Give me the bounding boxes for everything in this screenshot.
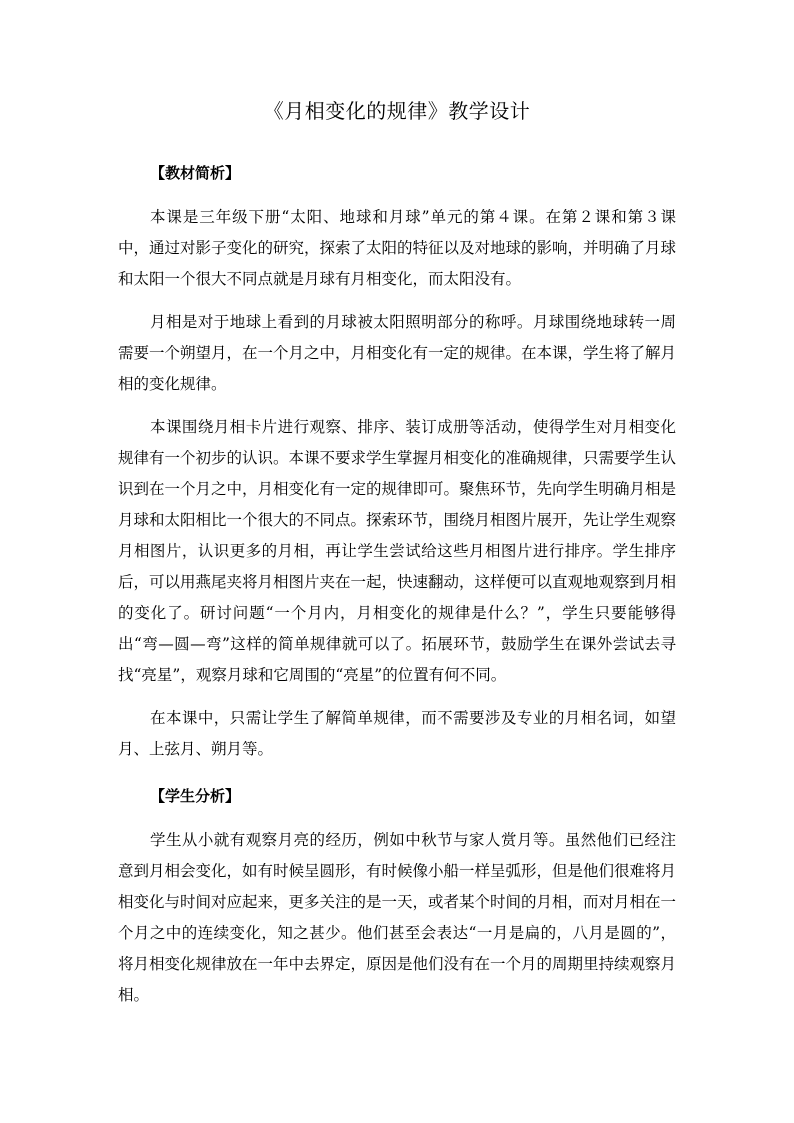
paragraph: 学生从小就有观察月亮的经历，例如中秋节与家人赏月等。虽然他们已经注意到月相会变化，如有时候呈圆形，有时候像小船一样呈弧形，但是他们很难将月相变化与时间对应起来，更多关注的是一天，或者某个时间的月相，而对月相在一个月之中的连续变化，知之甚少。他们甚至会表达“一月是扁的，八月是圆的”，将月相变化规律放在一年中去界定，原因是他们没有在一个月的周期里持续观察月相。: [118, 831, 677, 1004]
section-student-analysis: [118, 783, 676, 1011]
section-textbook-analysis: [118, 160, 676, 765]
paragraph: 月相是对于地球上看到的月球被太阳照明部分的称呼。月球围绕地球转一周需要一个朔望月，在一个月之中，月相变化有一定的规律。在本课，学生将了解月相的变化规律。: [118, 313, 677, 393]
paragraph: 本课是三年级下册“太阳、地球和月球”单元的第４课。在第２课和第３课中，通过对影子变化的研究，探索了太阳的特征以及对地球的影响，并明确了月球和太阳一个很大不同点就是月球有月相变化，而太阳没有。: [118, 208, 677, 288]
document-title: 《月相变化的规律》教学设计: [263, 99, 531, 123]
section-heading-student-analysis: 【学生分析】: [150, 787, 241, 805]
paragraph: 在本课中，只需让学生了解简单规律，而不需要涉及专业的月相名词，如望月、上弦月、朔月等。: [118, 709, 676, 758]
section-heading-textbook-analysis: 【教材简析】: [150, 164, 241, 182]
paragraph: 本课围绕月相卡片进行观察、排序、装订成册等活动，使得学生对月相变化规律有一个初步的认识。本课不要求学生掌握月相变化的准确规律，只需要学生认识到在一个月之中，月相变化有一定的规律即可。聚焦环节，先向学生明确月相是月球和太阳相比一个很大的不同点。探索环节，围绕月相图片展开，先让学生观察月相图片，认识更多的月相，再让学生尝试给这些月相图片进行排序。学生排序后，可以用燕尾夹将月相图片夹在一起，快速翻动，这样便可以直观地观察到月相的变化了。研讨问题“一个月内，月相变化的规律是什么？”，学生只要能够得出“弯—圆—弯”这样的简单规律就可以了。拓展环节，鼓励学生在课外尝试去寻找“亮星”，观察月球和它周围的“亮星”的位置有何不同。: [118, 418, 677, 684]
